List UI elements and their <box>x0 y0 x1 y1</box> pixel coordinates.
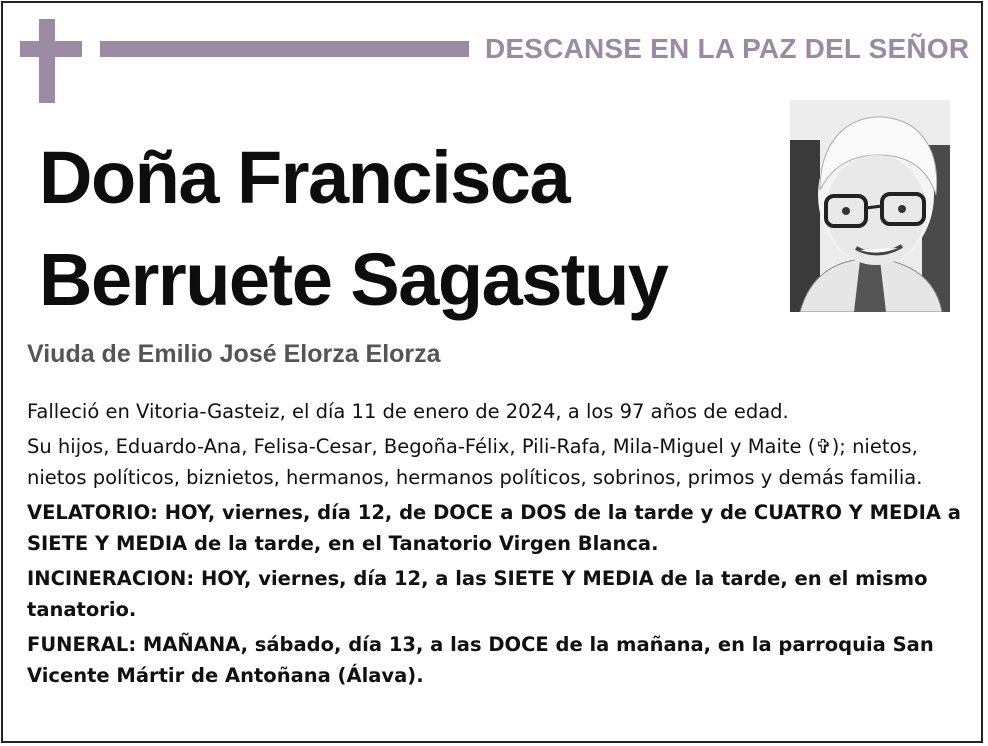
deceased-photo <box>790 100 950 312</box>
header-rule <box>100 41 469 57</box>
widow-of: Viuda de Emilio José Elorza Elorza <box>27 340 441 368</box>
cross-icon <box>39 19 55 103</box>
obituary-notice <box>1 1 983 743</box>
family-mourners: Su hijos, Eduardo-Ana, Felisa-Cesar, Begoña-Félix, Pili-Rafa, Mila-Miguel y Maite (✞); nietos, nietos políticos, biznietos, hermanos, hermanos políticos, sobrinos, primos y demás familia. <box>27 435 923 489</box>
cross-icon-bar <box>20 41 82 57</box>
death-statement: Falleció en Vitoria-Gasteiz, el día 11 de enero de 2024, a los 97 años de edad. <box>27 400 789 423</box>
cremation-details: INCINERACION: HOY, viernes, día 12, a las SIETE Y MEDIA de la tarde, en el mismo tanatorio. <box>27 567 928 621</box>
deceased-name-line1: Doña Francisca <box>39 136 570 219</box>
portrait-image <box>790 100 950 312</box>
deceased-name-line2: Berruete Sagastuy <box>39 238 668 321</box>
notice-body <box>27 396 969 695</box>
funeral-details: FUNERAL: MAÑANA, sábado, día 13, a las DOCE de la mañana, en la parroquia San Vicente Mártir de Antoñana (Álava). <box>27 633 934 687</box>
header-motto: DESCANSE EN LA PAZ DEL SEÑOR <box>485 33 970 64</box>
wake-details: VELATORIO: HOY, viernes, día 12, de DOCE a DOS de la tarde y de CUATRO Y MEDIA a SIETE Y MEDIA de la tarde, en el Tanatorio Virgen Blanca. <box>27 501 961 555</box>
